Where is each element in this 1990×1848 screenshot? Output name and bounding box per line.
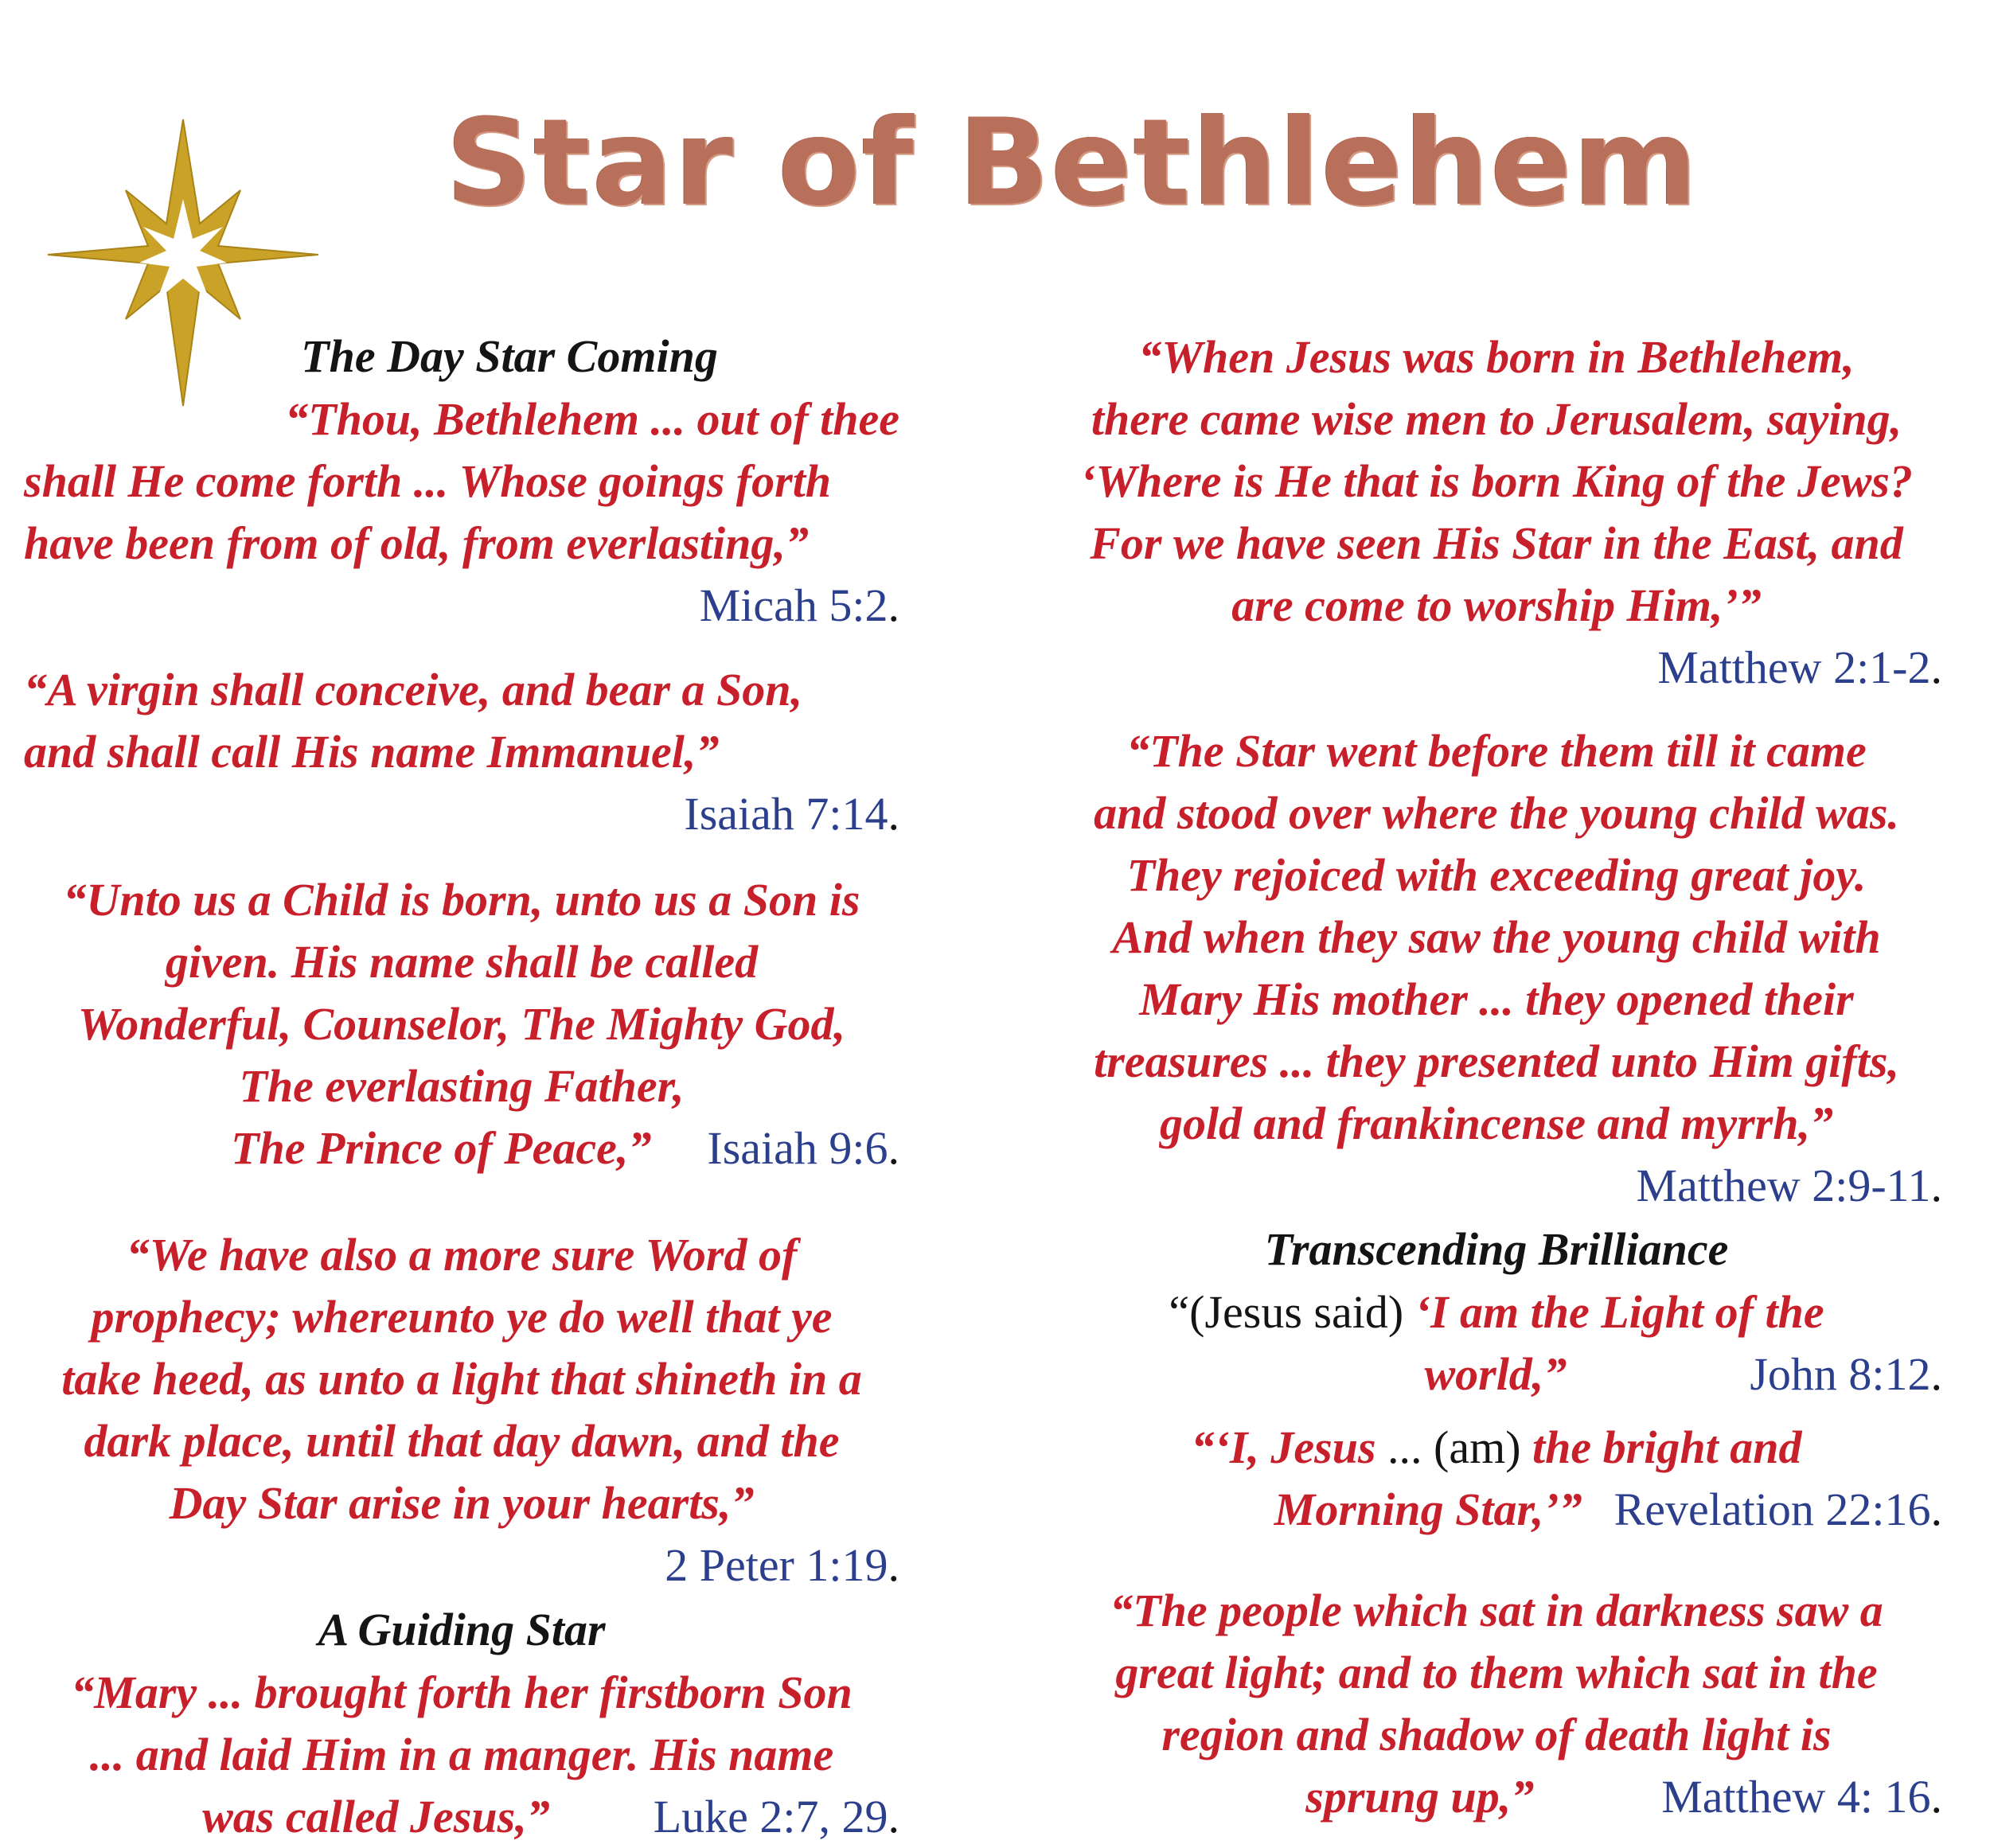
section-heading: A Guiding Star [318,1604,606,1655]
quote-matthew-2-1: “When Jesus was born in Bethlehem, there came wise men to Jerusalem, saying, ‘Where is He that is born King of the Jews? For we have seen His Star in the East, and are come to worship Him,’” Matthew 2:1-2. [1080,331,1942,693]
quote-micah: “Thou, Bethlehem ... out of thee shall He come forth ... Whose goings forth have been from of old, from everlasting,” Micah 5:2. [24,393,899,631]
scripture-reference: Micah 5:2 [699,579,888,631]
section-heading: Transcending Brilliance [1264,1223,1729,1275]
quote-luke: “Mary ... brought forth her firstborn Son ... and laid Him in a manger. His name was called Jesus,” Luke 2:7, 29. [71,1667,899,1842]
quote-matthew-2-9: “The Star went before them till it came and stood over where the young child was. They rejoiced with exceeding great joy. And when they saw the young child with Mary His mother ... they opened their treasures ... they presented unto Him gifts, gold and frankincense and myrrh,” Matthew 2:9-11. [1094,725,1942,1211]
page-title: Star of Bethlehem [446,94,1699,232]
scripture-reference: Luke 2:7, 29 [653,1791,888,1842]
section-heading: The Day Star Coming [301,330,718,382]
scripture-reference: Isaiah 9:6 [707,1122,888,1174]
quote-john: “(Jesus said) ‘I am the Light of the world,” John 8:12. [1169,1286,1942,1400]
scripture-reference: Matthew 4: 16 [1661,1771,1931,1823]
scripture-reference: John 8:12 [1750,1348,1931,1400]
scripture-reference: Isaiah 7:14 [684,788,888,840]
scripture-reference: 2 Peter 1:19 [665,1539,888,1591]
quote-revelation: “‘I, Jesus ... (am) the bright and Morning Star,’” Revelation 22:16. [1191,1421,1942,1535]
scripture-reference: Revelation 22:16 [1613,1483,1931,1535]
scripture-reference: Matthew 2:9-11 [1636,1160,1931,1211]
scripture-reference: Matthew 2:1-2 [1657,641,1931,693]
quote-matthew-4: “The people which sat in darkness saw a great light; and to them which sat in the region and shadow of death light is sprung up,” Matthew 4: 16. [1110,1585,1942,1823]
quote-isaiah-9: “Unto us a Child is born, unto us a Son is given. His name shall be called Wonderful, Counselor, The Mighty God, The everlasting Father, The Prince of Peace,” Isaiah 9:6. [63,874,899,1174]
quote-2-peter: “We have also a more sure Word of prophecy; whereunto ye do well that ye take heed, as unto a light that shineth in a dark place, until that day dawn, and the Day Star arise in your hearts,” 2 Peter 1:19. [61,1229,899,1591]
quote-isaiah-7: “A virgin shall conceive, and bear a Son, and shall call His name Immanuel,” Isaiah 7:14. [24,664,899,840]
